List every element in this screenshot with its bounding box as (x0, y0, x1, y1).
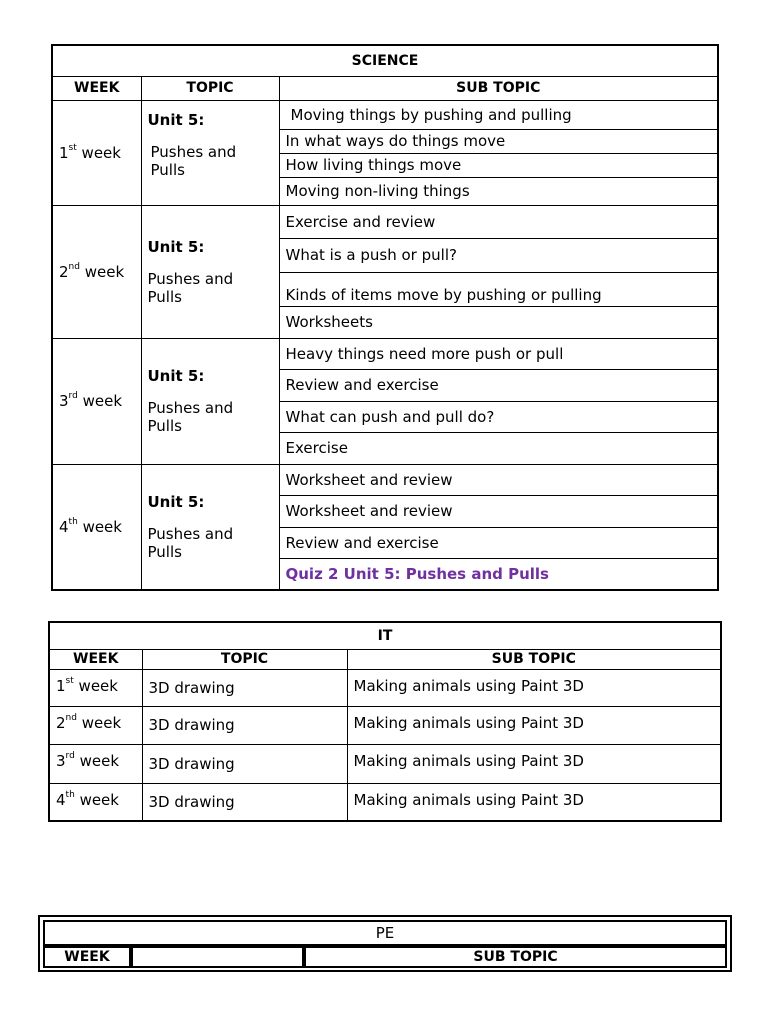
subtopic-cell: In what ways do things move (279, 129, 718, 153)
it-subtopic-header: SUB TOPIC (347, 649, 721, 669)
topic-label: Pushes and Pulls (147, 399, 234, 435)
it-week-4: 4th week (49, 783, 142, 821)
science-topic-3 (141, 338, 279, 464)
unit-label: Unit 5: (147, 110, 205, 129)
subtopic-cell: Moving non-living things (279, 177, 718, 205)
subtopic-cell: What is a push or pull? (279, 238, 718, 272)
science-topic-1 (141, 100, 279, 205)
science-topic-2 (141, 205, 279, 338)
unit-label: Unit 5: (147, 492, 205, 511)
pe-title: PE (43, 920, 727, 946)
subtopic-cell: Worksheet and review (279, 495, 718, 527)
science-subtopic-header: SUB TOPIC (279, 76, 718, 100)
it-topic-cell: 3D drawing (142, 783, 347, 821)
science-week-2: 2nd week (52, 205, 141, 338)
it-week-3: 3rd week (49, 744, 142, 783)
pe-subtopic-header: SUB TOPIC (304, 946, 727, 968)
it-title: IT (49, 622, 721, 649)
subtopic-cell: Worksheet and review (279, 464, 718, 495)
topic-label: Pushes and Pulls (147, 269, 234, 306)
it-subtopic-cell: Making animals using Paint 3D (347, 669, 721, 706)
science-week-1: 1st week (52, 100, 141, 205)
pe-table-frame (38, 915, 732, 972)
it-subtopic-cell: Making animals using Paint 3D (347, 744, 721, 783)
subtopic-cell: Worksheets (279, 306, 718, 338)
pe-topic-header (131, 946, 304, 968)
subtopic-cell: Moving things by pushing and pulling (279, 100, 718, 129)
topic-label: Pushes and Pulls (150, 142, 237, 179)
it-topic-cell: 3D drawing (142, 706, 347, 744)
subtopic-cell: Review and exercise (279, 369, 718, 401)
subtopic-cell: Exercise and review (279, 205, 718, 238)
science-week-header: WEEK (52, 76, 141, 100)
science-topic-4 (141, 464, 279, 590)
it-week-2: 2nd week (49, 706, 142, 744)
unit-label: Unit 5: (147, 237, 205, 256)
it-week-1: 1st week (49, 669, 142, 706)
subtopic-cell: Heavy things need more push or pull (279, 338, 718, 369)
science-table (51, 44, 719, 591)
science-week-4: 4th week (52, 464, 141, 590)
science-topic-header: TOPIC (141, 76, 279, 100)
science-week-3: 3rd week (52, 338, 141, 464)
science-title: SCIENCE (52, 45, 718, 76)
pe-table (43, 920, 727, 968)
it-subtopic-cell: Making animals using Paint 3D (347, 706, 721, 744)
subtopic-cell: Review and exercise (279, 527, 718, 558)
quiz-subtopic-cell: Quiz 2 Unit 5: Pushes and Pulls (279, 558, 718, 590)
it-week-header: WEEK (49, 649, 142, 669)
it-topic-cell: 3D drawing (142, 669, 347, 706)
pe-week-header: WEEK (43, 946, 131, 968)
unit-label: Unit 5: (147, 367, 205, 385)
it-topic-cell: 3D drawing (142, 744, 347, 783)
it-table (48, 621, 722, 822)
topic-label: Pushes and Pulls (147, 524, 234, 561)
subtopic-cell: Kinds of items move by pushing or pulling (279, 272, 718, 306)
subtopic-cell: Exercise (279, 432, 718, 464)
subtopic-cell: How living things move (279, 153, 718, 177)
subtopic-cell: What can push and pull do? (279, 401, 718, 432)
it-topic-header: TOPIC (142, 649, 347, 669)
it-subtopic-cell: Making animals using Paint 3D (347, 783, 721, 821)
